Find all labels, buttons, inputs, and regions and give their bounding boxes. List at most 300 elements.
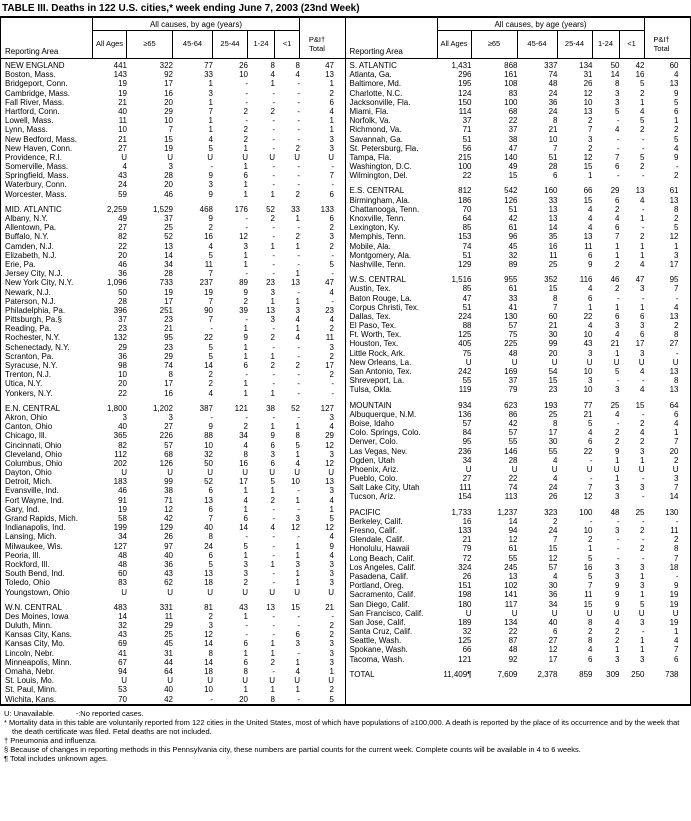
value-cell: - [297, 88, 300, 98]
value-cell: 46 [118, 259, 127, 269]
table-row [346, 428, 691, 437]
value-cell: 193 [544, 400, 558, 410]
value-cell: 42 [635, 61, 645, 70]
value-cell: 36 [548, 97, 558, 107]
value-cell: 3 [674, 250, 679, 260]
value-cell: 9 [329, 541, 334, 551]
value-cell: 4 [295, 70, 300, 80]
value-cell: 8 [295, 61, 300, 70]
reporting-area-cell: Providence, R.I. [5, 152, 62, 162]
value-cell: 8 [553, 116, 558, 126]
table-row [1, 214, 345, 223]
value-cell: - [210, 412, 213, 422]
value-cell: 8 [674, 376, 679, 386]
value-cell: 10 [164, 116, 173, 126]
value-cell: - [272, 162, 275, 172]
value-cell: 5 [640, 116, 645, 126]
value-cell: 10 [118, 125, 127, 135]
value-cell: 42 [508, 214, 518, 223]
value-cell: 48 [508, 645, 518, 655]
reporting-area-cell: Cleveland, Ohio [5, 449, 62, 459]
value-cell: 102 [504, 581, 518, 591]
reporting-area-header: Reporting Area [346, 18, 438, 58]
value-cell: - [245, 79, 248, 89]
reporting-area-cell: Berkeley, Calif. [349, 516, 403, 526]
value-cell: 1 [329, 667, 334, 676]
value-cell: 37 [462, 116, 472, 126]
reporting-area-cell: Salt Lake City, Utah [349, 483, 420, 493]
reporting-area-cell: Philadelphia, Pa. [5, 305, 66, 315]
value-cell: 129 [159, 523, 173, 533]
value-cell: 6 [588, 293, 593, 303]
reporting-area-cell: Rochester, N.Y. [5, 333, 60, 343]
value-cell: 1 [295, 657, 300, 667]
value-cell: - [272, 232, 275, 242]
value-cell: 1 [270, 486, 275, 496]
value-cell: 1 [615, 474, 620, 484]
value-cell: 89 [508, 259, 518, 269]
value-cell: 113 [504, 492, 518, 502]
value-cell: 8 [270, 61, 275, 70]
value-cell: 121 [458, 654, 472, 664]
value-cell: 1 [615, 250, 620, 260]
value-cell: 4 [640, 259, 645, 269]
value-cell: 55 [508, 553, 518, 563]
value-cell: 41 [118, 648, 127, 658]
value-cell: 7,609 [497, 669, 518, 679]
footnote-section: § Because of changes in reporting methods in this Pennsylvania city, these numbers are partial counts for the current week. Complete counts will be available in 4 to 6 weeks. [4, 744, 581, 754]
reporting-area-cell: San Jose, Calif. [349, 617, 406, 627]
value-cell: 6 [270, 458, 275, 468]
value-cell: 5 [208, 143, 213, 153]
value-cell: - [272, 223, 275, 233]
value-cell: 84 [462, 428, 472, 438]
value-cell: - [616, 116, 620, 126]
value-cell: 8 [615, 79, 620, 89]
value-cell: - [245, 412, 248, 422]
reporting-area-cell: Rockford, Ill. [5, 559, 50, 569]
value-cell: - [641, 409, 645, 419]
reporting-area-cell: Mobile, Ala. [349, 241, 391, 251]
reporting-area-cell: Hartford, Conn. [5, 106, 60, 116]
value-cell: 5 [295, 440, 300, 450]
value-cell: 5 [615, 367, 620, 376]
value-cell: 126 [159, 458, 173, 468]
value-cell: 4 [553, 455, 558, 465]
value-cell: 40 [164, 685, 173, 695]
table-row [1, 79, 345, 88]
value-cell: U [613, 608, 620, 618]
value-cell: - [272, 180, 275, 190]
value-cell: 186 [458, 195, 472, 205]
value-cell: 7 [208, 514, 213, 523]
value-cell: 38 [508, 134, 518, 144]
table-row [346, 618, 691, 627]
value-cell: U [613, 357, 620, 367]
value-cell: 12 [548, 645, 558, 655]
table-row [346, 284, 691, 293]
table-row [346, 330, 691, 339]
value-cell: 143 [113, 70, 127, 80]
value-cell: U [207, 676, 213, 686]
value-cell: 25 [635, 507, 645, 517]
value-cell: - [272, 412, 275, 422]
value-cell: 3 [295, 639, 300, 649]
value-cell: 13 [266, 602, 275, 612]
value-cell: 4 [640, 367, 645, 376]
value-cell: 6 [674, 409, 679, 419]
value-cell: 7 [208, 269, 213, 279]
value-cell: U [294, 587, 300, 597]
value-cell: U [551, 608, 558, 618]
value-cell: 126 [504, 195, 518, 205]
value-cell: 27 [462, 474, 472, 484]
value-cell: 13 [548, 214, 558, 223]
value-cell: 1 [208, 97, 213, 107]
value-cell: 61 [508, 223, 518, 233]
table-row [346, 303, 691, 312]
value-cell: 124 [458, 88, 472, 98]
value-cell: 22 [583, 311, 593, 321]
value-cell: 66 [462, 645, 472, 655]
value-cell: 13 [204, 569, 213, 579]
value-cell: U [511, 608, 518, 618]
value-cell: 28 [118, 296, 127, 306]
reporting-area-cell: Toledo, Ohio [5, 578, 50, 588]
value-cell: 19 [164, 287, 173, 297]
value-cell: - [272, 97, 275, 107]
value-cell: 34 [462, 455, 472, 465]
value-cell: 45 [508, 241, 518, 251]
value-cell: U [638, 357, 645, 367]
reporting-area-cell: San Diego, Calif. [349, 599, 410, 609]
table-row [1, 297, 345, 306]
value-cell: 28 [548, 162, 558, 172]
value-cell: 7 [674, 284, 679, 294]
value-cell: 61 [669, 186, 679, 196]
value-cell: 11,409¶ [443, 669, 472, 679]
value-cell: 1 [243, 180, 248, 190]
value-cell: 6 [208, 504, 213, 514]
value-cell: 3 [615, 654, 620, 664]
reporting-area-cell: Grand Rapids, Mich. [5, 514, 78, 523]
value-cell: - [616, 293, 620, 303]
reporting-area-cell: New York City, N.Y. [5, 278, 74, 288]
value-cell: 12 [669, 232, 679, 242]
reporting-area-header: Reporting Area [1, 18, 93, 58]
reporting-area-cell: El Paso, Tex. [349, 321, 397, 331]
reporting-area-cell: Tulsa, Okla. [349, 385, 392, 395]
value-cell: 47 [508, 143, 518, 153]
value-cell: 1 [270, 639, 275, 649]
col-header-all-ages: All Ages [438, 31, 472, 58]
value-cell: 4 [615, 617, 620, 627]
table-row [346, 70, 691, 79]
value-cell: 27 [164, 422, 173, 432]
table-row [1, 260, 345, 269]
value-cell: - [297, 116, 300, 126]
value-cell: 82 [118, 440, 127, 450]
value-cell: 22 [508, 627, 518, 637]
reporting-area-cell: Fall River, Mass. [5, 97, 65, 107]
value-cell: 1 [243, 342, 248, 352]
reporting-area-cell: Memphis, Tenn. [349, 232, 406, 242]
value-cell: 1 [243, 486, 248, 496]
value-cell: 3 [295, 514, 300, 523]
value-cell: 1,516 [451, 275, 472, 285]
value-cell: 2 [329, 88, 334, 98]
value-cell: 4 [208, 134, 213, 144]
value-cell: 2 [208, 379, 213, 389]
value-cell: 2 [295, 143, 300, 153]
reporting-area-cell: Boise, Idaho [349, 418, 394, 428]
reporting-area-cell: Evansville, Ind. [5, 486, 59, 496]
value-cell: 22 [583, 446, 593, 456]
reporting-area-cell: Camden, N.J. [5, 241, 54, 251]
value-cell: U [269, 676, 275, 686]
reporting-area-cell: Pueblo, Colo. [349, 474, 398, 484]
reporting-area-cell: New Bedford, Mass. [5, 134, 78, 144]
value-cell: 1 [615, 645, 620, 655]
value-cell: - [245, 621, 248, 631]
value-cell: 1 [588, 544, 593, 554]
value-cell: 3 [640, 562, 645, 572]
value-cell: 7 [588, 125, 593, 135]
value-cell: 2 [270, 214, 275, 223]
value-cell: 97 [164, 541, 173, 551]
value-cell: U [242, 587, 248, 597]
col-header-ge65: ≥65 [472, 31, 518, 58]
value-cell: U [465, 608, 472, 618]
value-cell: U [586, 357, 593, 367]
reporting-area-cell: S. ATLANTIC [349, 61, 397, 70]
value-cell: 136 [458, 409, 472, 419]
value-cell: - [641, 223, 645, 233]
region-row [346, 186, 691, 195]
reporting-area-cell: Tacoma, Wash. [349, 654, 405, 664]
value-cell: 26 [462, 571, 472, 581]
reporting-area-cell: Youngstown, Ohio [5, 587, 70, 597]
value-cell: 133 [320, 204, 334, 214]
value-cell: 4 [588, 214, 593, 223]
reporting-area-cell: Denver, Colo. [349, 437, 398, 447]
value-cell: 3 [640, 348, 645, 358]
value-cell: 4 [295, 458, 300, 468]
value-cell: 1,800 [106, 403, 127, 413]
value-cell: 47 [325, 278, 334, 288]
value-cell: 6 [329, 189, 334, 199]
value-cell: - [272, 88, 275, 98]
value-cell: 40 [204, 523, 213, 533]
value-cell: 11 [118, 116, 127, 126]
value-cell: 3 [615, 97, 620, 107]
reporting-area-cell: New Haven, Conn. [5, 143, 73, 153]
value-cell: 47 [635, 275, 645, 285]
value-cell: 25 [164, 630, 173, 640]
value-cell: 733 [159, 278, 173, 288]
value-cell: 4 [329, 532, 334, 542]
table-row [1, 695, 345, 704]
value-cell: 2 [208, 611, 213, 621]
value-cell: - [616, 516, 620, 526]
value-cell: 15 [164, 134, 173, 144]
value-cell: U [511, 357, 518, 367]
value-cell: 4 [295, 315, 300, 325]
value-cell: - [245, 315, 248, 325]
value-cell: 4 [588, 321, 593, 331]
table-row [346, 590, 691, 599]
value-cell: 74 [462, 241, 472, 251]
value-cell: 2 [615, 627, 620, 637]
value-cell: 4 [208, 241, 213, 251]
value-cell: 68 [508, 106, 518, 116]
value-cell: 70 [462, 204, 472, 214]
value-cell: - [297, 351, 300, 361]
value-cell: 79 [462, 544, 472, 554]
value-cell: 5 [615, 106, 620, 116]
value-cell: - [675, 348, 679, 358]
table-row [1, 389, 345, 398]
value-cell: 146 [504, 446, 518, 456]
value-cell: U [121, 676, 127, 686]
table-row [1, 422, 345, 431]
value-cell: - [272, 324, 275, 334]
value-cell: 2 [243, 125, 248, 135]
region-row [1, 205, 345, 214]
reporting-area-cell: Norfolk, Va. [349, 116, 391, 126]
value-cell: 77 [583, 400, 593, 410]
value-cell: 6 [243, 657, 248, 667]
value-cell: 125 [458, 330, 472, 340]
value-cell: 3 [640, 446, 645, 456]
value-cell: 1 [640, 590, 645, 600]
value-cell: - [641, 516, 645, 526]
value-cell: 3 [588, 376, 593, 386]
value-cell: 87 [508, 636, 518, 646]
value-cell: 3 [208, 180, 213, 190]
value-cell: 35 [548, 232, 558, 242]
value-cell: 150 [458, 97, 472, 107]
value-cell: 13 [669, 79, 679, 89]
value-cell: 31 [583, 70, 593, 80]
value-cell: 3 [615, 88, 620, 98]
value-cell: 62 [164, 578, 173, 588]
value-cell: 1 [588, 302, 593, 312]
value-cell: U [167, 468, 173, 478]
reporting-area-cell: Baltimore, Md. [349, 79, 402, 89]
value-cell: U [294, 676, 300, 686]
value-cell: 60 [118, 569, 127, 579]
value-cell: 33 [204, 70, 213, 80]
col-header-ge65: ≥65 [127, 31, 173, 58]
value-cell: 236 [458, 446, 472, 456]
value-cell: 2 [615, 437, 620, 447]
reporting-area-cell: Tampa, Fla. [349, 152, 392, 162]
table-row [346, 339, 691, 348]
value-cell: 2 [640, 88, 645, 98]
value-cell: 22 [508, 116, 518, 126]
table-row [346, 572, 691, 581]
value-cell: 1 [243, 324, 248, 334]
table-row [1, 477, 345, 486]
value-cell: - [641, 474, 645, 484]
reporting-area-cell: Somerville, Mass. [5, 162, 69, 172]
table-row [1, 514, 345, 523]
value-cell: - [616, 376, 620, 386]
reporting-area-cell: Little Rock, Ark. [349, 348, 406, 358]
table-row [1, 459, 345, 468]
value-cell: 1 [295, 269, 300, 279]
value-cell: - [245, 97, 248, 107]
value-cell: 14 [669, 492, 679, 502]
value-cell: - [272, 667, 275, 676]
table-row [346, 135, 691, 144]
value-cell: 5 [640, 152, 645, 162]
value-cell: 42 [164, 514, 173, 523]
value-cell: 1 [295, 569, 300, 579]
value-cell: 337 [544, 61, 558, 70]
value-cell: 15 [583, 195, 593, 205]
value-cell: 40 [118, 106, 127, 116]
value-cell: 169 [504, 367, 518, 376]
value-cell: 57 [548, 562, 558, 572]
value-cell: 12 [548, 553, 558, 563]
reporting-area-cell: Allentown, Pa. [5, 223, 57, 233]
value-cell: 160 [544, 186, 558, 196]
table-row [346, 447, 691, 456]
value-cell: 16 [462, 516, 472, 526]
value-cell: 24 [118, 180, 127, 190]
value-cell: 6 [588, 250, 593, 260]
value-cell: 16 [583, 562, 593, 572]
reporting-area-cell: Kansas City, Kans. [5, 630, 72, 640]
value-cell: 57 [508, 428, 518, 438]
value-cell: 324 [458, 562, 472, 572]
reporting-area-cell: Boston, Mass. [5, 70, 56, 80]
value-cell: - [641, 134, 645, 144]
value-cell: - [272, 259, 275, 269]
reporting-area-cell: Washington, D.C. [349, 162, 412, 172]
value-cell: 51 [508, 204, 518, 214]
right-panel-body [346, 59, 691, 679]
value-cell: 2 [329, 223, 334, 233]
left-panel [1, 18, 346, 704]
reporting-area-cell: Dayton, Ohio [5, 468, 52, 478]
value-cell: 17 [325, 361, 334, 370]
value-cell: 1 [640, 302, 645, 312]
value-cell: 16 [635, 70, 645, 80]
value-cell: 11 [204, 259, 213, 269]
value-cell: 34 [164, 259, 173, 269]
value-cell: 70 [118, 694, 127, 704]
value-cell: 3 [615, 492, 620, 502]
value-cell: - [297, 342, 300, 352]
value-cell: 2 [243, 578, 248, 588]
table-row [346, 465, 691, 474]
value-cell: 19 [118, 79, 127, 89]
reporting-area-cell: Akron, Ohio [5, 412, 48, 422]
value-cell: - [245, 116, 248, 126]
value-cell: 7 [674, 553, 679, 563]
value-cell: 4 [640, 106, 645, 116]
value-cell: - [297, 694, 300, 704]
value-cell: - [272, 532, 275, 542]
value-cell: 224 [458, 311, 472, 321]
col-header-45-64: 45-64 [173, 31, 213, 58]
value-cell: 5 [588, 553, 593, 563]
value-cell: 15 [635, 400, 645, 410]
value-cell: 12 [204, 630, 213, 640]
